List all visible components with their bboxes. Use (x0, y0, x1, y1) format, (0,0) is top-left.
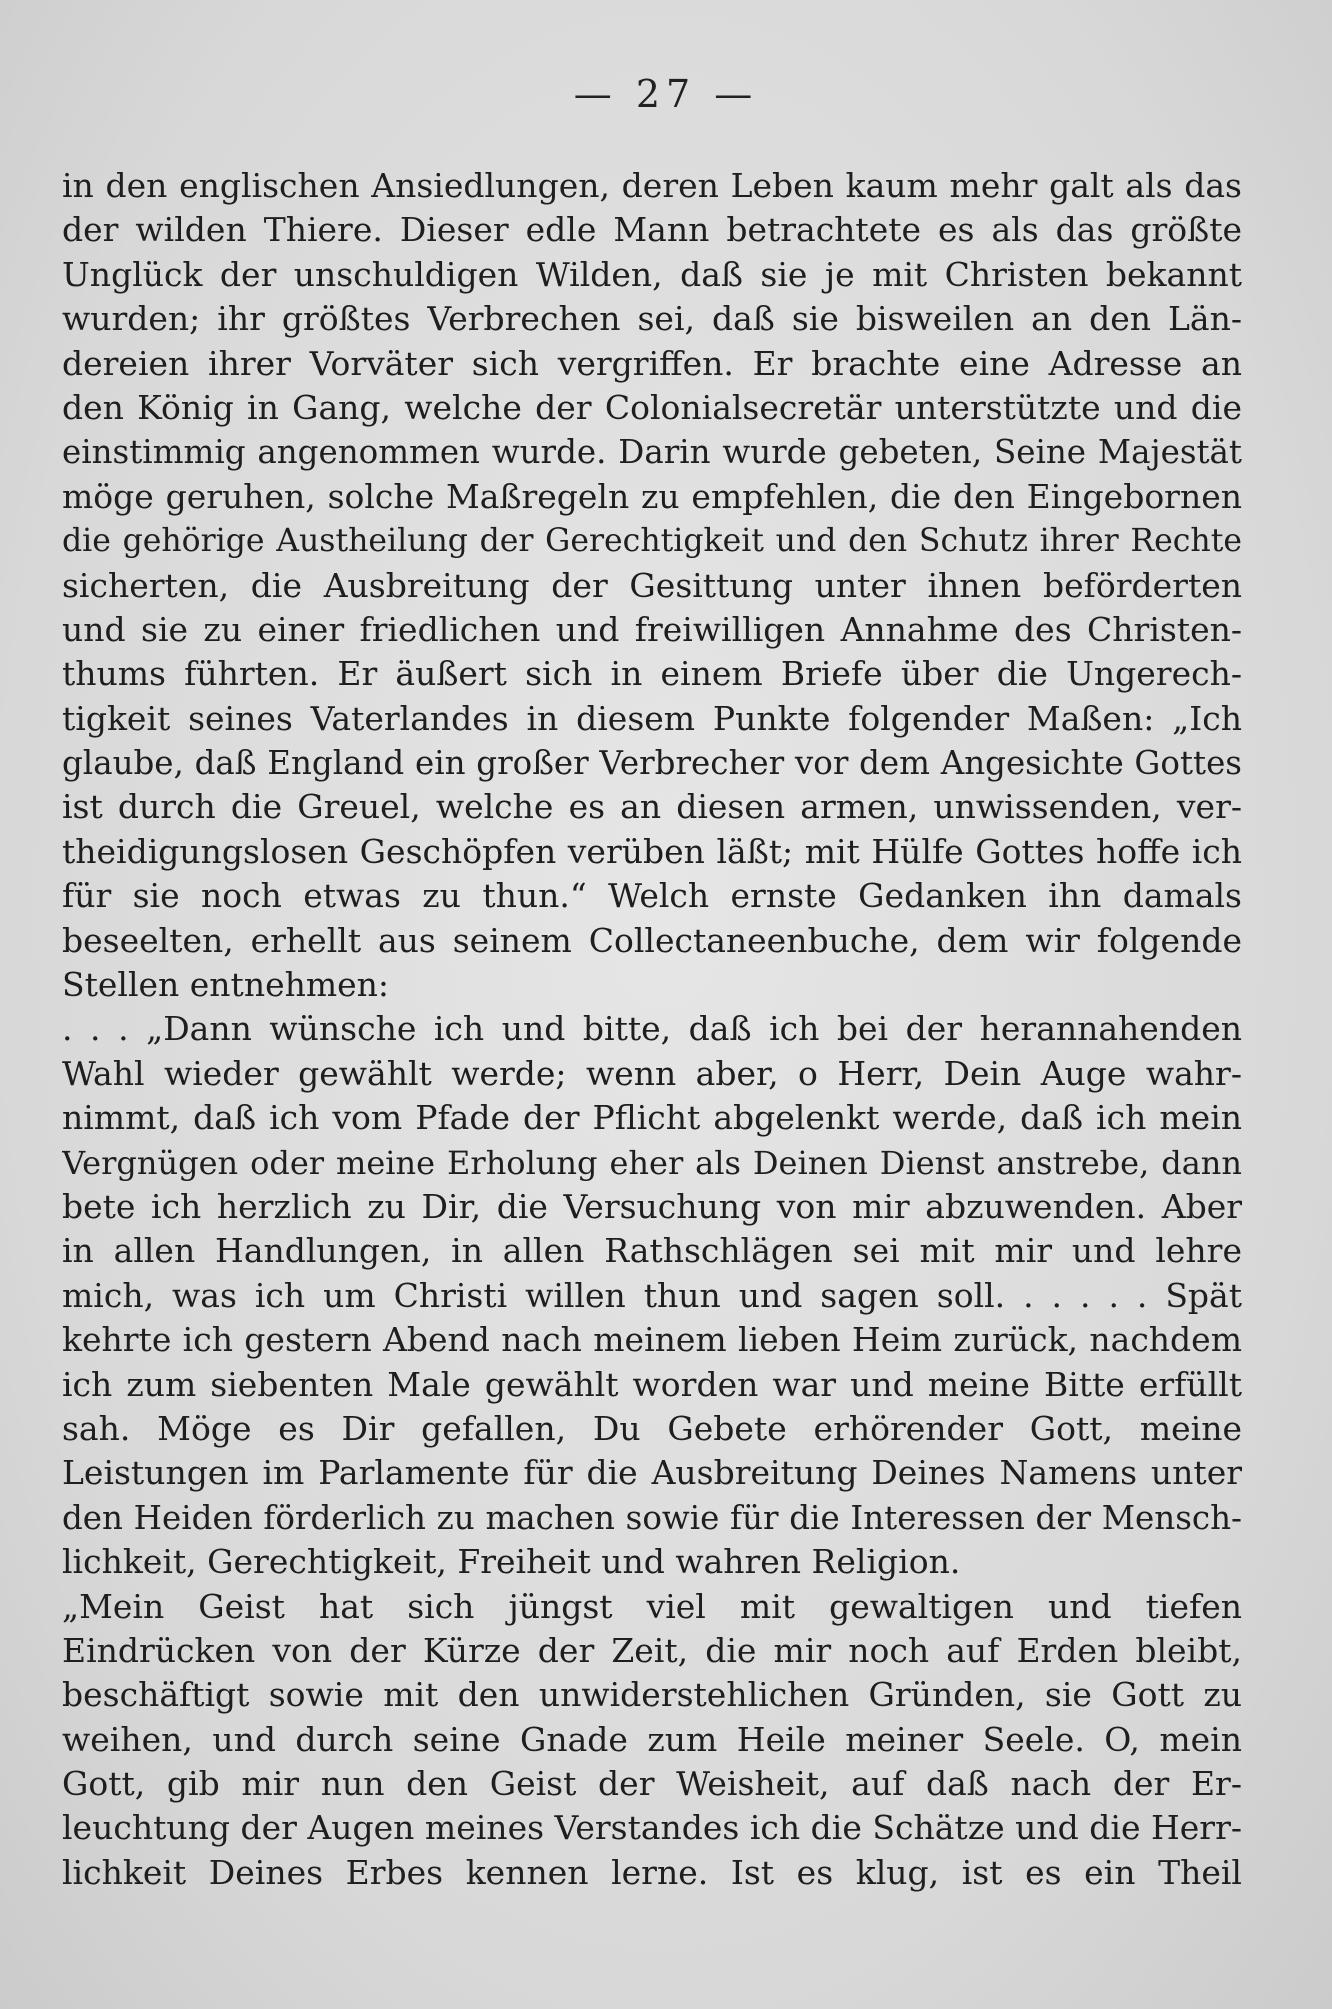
text-line: Unglück der unschuldigen Wilden, daß sie je mit Christen bekannt (62, 254, 1242, 294)
text-line: dereien ihrer Vorväter sich vergriffen. Er brachte eine Adresse an (62, 343, 1242, 383)
text-line: sah. Möge es Dir gefallen, Du Gebete erhörender Gott, meine (62, 1408, 1242, 1448)
text-line: einstimmig angenommen wurde. Darin wurde gebeten, Seine Majestät (62, 433, 1242, 472)
text-line: bete ich herzlich zu Dir, die Versuchung von mir abzuwenden. Aber (62, 1186, 1242, 1226)
text-line: leuchtung der Augen meines Verstandes ich die Schätze und die Herr- (62, 1808, 1242, 1848)
text-line: . . . „Dann wünsche ich und bitte, daß ich bei der herannahenden (62, 1009, 1242, 1049)
text-line: theidigungslosen Geschöpfen verüben läßt; mit Hülfe Gottes hoffe ich (62, 831, 1242, 871)
text-line: beseelten, erhellt aus seinem Collectaneenbuche, dem wir folgende (62, 920, 1242, 960)
text-line: beschäftigt sowie mit den unwiderstehlichen Gründen, sie Gott zu (62, 1675, 1242, 1715)
body-text (62, 164, 1242, 1895)
text-line: in den englischen Ansiedlungen, deren Leben kaum mehr galt als das (62, 166, 1242, 205)
text-line: lichkeit, Gerechtigkeit, Freiheit und wahren Religion. (62, 1542, 961, 1582)
text-line: Eindrücken von der Kürze der Zeit, die mir noch auf Erden bleibt, (62, 1630, 1242, 1670)
text-line: glaube, daß England ein großer Verbrecher vor dem Angesichte Gottes (62, 744, 1242, 783)
text-line: sicherten, die Ausbreitung der Gesittung unter ihnen beförderten (62, 565, 1242, 605)
text-line: Vergnügen oder meine Erholung eher als Deinen Dienst anstrebe, dann (62, 1143, 1242, 1182)
page-number: — 27 — (573, 72, 759, 116)
text-line: in allen Handlungen, in allen Rathschlägen sei mit mir und lehre (62, 1231, 1242, 1271)
text-line: nimmt, daß ich vom Pfade der Pflicht abgelenkt werde, daß ich mein (62, 1098, 1242, 1138)
text-line: Leistungen im Parlamente für die Ausbreitung Deines Namens unter (62, 1453, 1242, 1493)
text-line: für sie noch etwas zu thun.“ Welch ernste Gedanken ihn damals (62, 876, 1242, 916)
text-line: mich, was ich um Christi willen thun und sagen soll. . . . . . Spät (62, 1275, 1242, 1315)
text-line: ich zum siebenten Male gewählt worden war und meine Bitte erfüllt (62, 1364, 1242, 1404)
text-line: Gott, gib mir nun den Geist der Weisheit, auf daß nach der Er- (62, 1764, 1242, 1804)
text-line: weihen, und durch seine Gnade zum Heile meiner Seele. O, mein (62, 1719, 1242, 1759)
text-line: thums führten. Er äußert sich in einem Briefe über die Ungerech- (62, 654, 1242, 694)
text-line: tigkeit seines Vaterlandes in diesem Punkte folgender Maßen: „Ich (62, 698, 1242, 738)
text-line: die gehörige Austheilung der Gerechtigkeit und den Schutz ihrer Rechte (62, 523, 1242, 560)
text-line: lichkeit Deines Erbes kennen lerne. Ist es klug, ist es ein Theil (62, 1852, 1242, 1892)
text-line: ist durch die Greuel, welche es an diesen armen, unwissenden, ver- (62, 787, 1242, 827)
text-line: Stellen entnehmen: (62, 965, 390, 1005)
text-line: den König in Gang, welche der Colonialsecretär unterstützte und die (62, 387, 1242, 427)
text-line: möge geruhen, solche Maßregeln zu empfehlen, die den Eingebornen (62, 476, 1242, 516)
text-line: und sie zu einer friedlichen und freiwilligen Annahme des Christen- (62, 609, 1242, 649)
text-line: Wahl wieder gewählt werde; wenn aber, o Herr, Dein Auge wahr- (62, 1053, 1242, 1093)
text-line: wurden; ihr größtes Verbrechen sei, daß sie bisweilen an den Län- (62, 299, 1242, 339)
text-line: „Mein Geist hat sich jüngst viel mit gewaltigen und tiefen (62, 1586, 1242, 1626)
text-line: der wilden Thiere. Dieser edle Mann betrachtete es als das größte (62, 210, 1242, 250)
text-line: den Heiden förderlich zu machen sowie für die Interessen der Mensch- (62, 1498, 1242, 1537)
text-line: kehrte ich gestern Abend nach meinem lieben Heim zurück, nachdem (62, 1320, 1242, 1360)
